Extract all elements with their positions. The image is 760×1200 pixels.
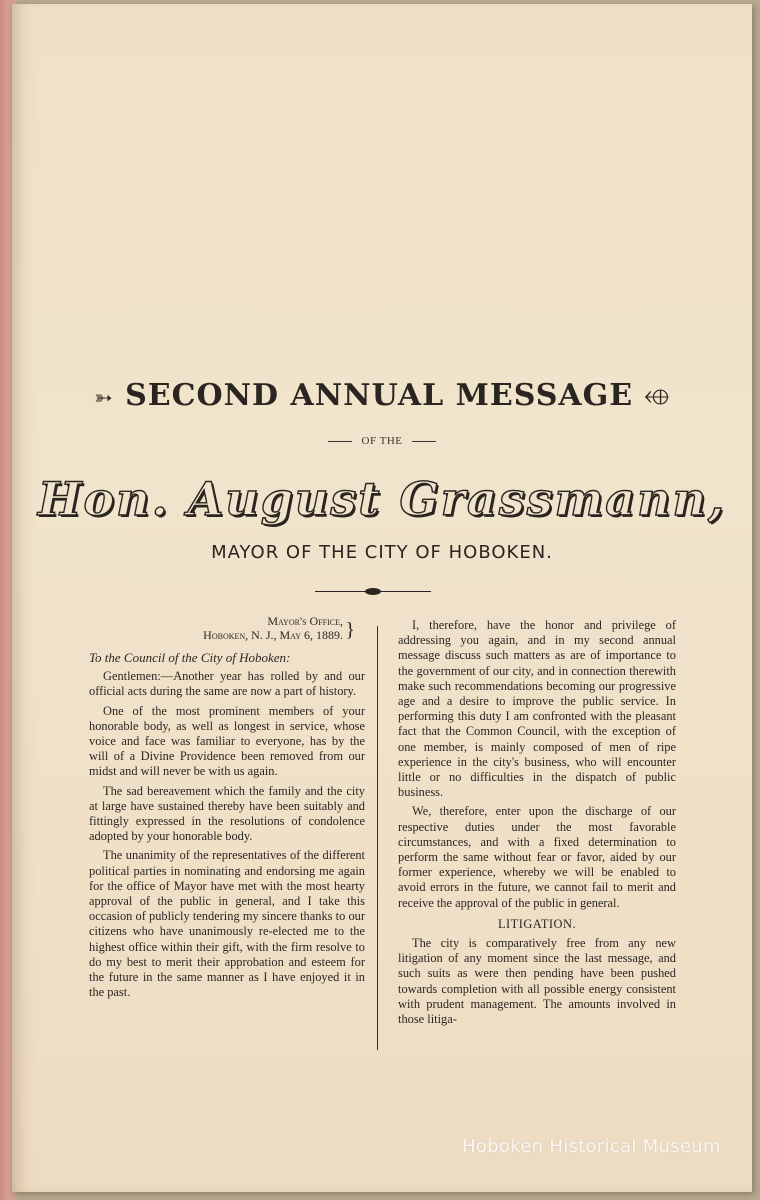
right-ornament-icon: ⬲ — [644, 386, 670, 411]
watermark: Hoboken Historical Museum — [462, 1136, 721, 1157]
brace-icon: } — [345, 619, 355, 641]
left-ornament-icon: ➳ — [94, 386, 114, 411]
of-the-line — [12, 435, 752, 447]
page-title — [12, 378, 752, 413]
left-column — [89, 614, 365, 1000]
paragraph: The city is comparatively free from any new litigation of any moment since the last message, and such suits as were then pending have been pushed towards completion with all possible energy consistent with prudent management. The amounts involved in those litiga- — [398, 936, 676, 1027]
paragraph: The sad bereavement which the family and the city at large have sustained thereby have been suitably and fittingly expressed in the resolutions of condolence adopted by your honorable body. — [89, 783, 365, 844]
document-page — [12, 4, 752, 1192]
paragraph: The unanimity of the representatives of the different political parties in nominating and endorsing me again for the office of Mayor have met with the most hearty approval of the public in general, and I take this occasion of publicly tendering my sincere thanks to our citizens who have unanimously re-elected me to the highest office within their gift, with the firm resolve to do my best to merit their approbation and esteem for the future in the same manner as I have enjoyed it in the past. — [89, 848, 365, 1000]
office-heading — [89, 614, 365, 642]
mayor-name: Hon. August Grassmann, — [37, 472, 727, 526]
right-rule — [412, 441, 436, 442]
paragraph: We, therefore, enter upon the discharge of our respective duties under the most favorable circumstances, and with a fixed determination to perform the same without fear or favor, aided by our former experience, whereby we will be enabled to avoid errors in the future, we cannot fail to merit and receive the approval of the public in general. — [398, 804, 676, 910]
office-line-2: Hoboken, N. J., May 6, 1889. — [203, 628, 343, 642]
paragraph: One of the most prominent members of your honorable body, as well as longest in service, whose voice and face was familiar to everyone, has by the will of a Divine Providence been removed from our midst and will never be with us again. — [89, 703, 365, 779]
section-heading: LITIGATION. — [497, 916, 577, 931]
column-rule — [377, 626, 378, 1050]
title-text: SECOND ANNUAL MESSAGE — [125, 378, 634, 413]
office-line-1: Mayor's Office, — [267, 614, 343, 628]
paragraph: I, therefore, have the honor and privilege of addressing you again, and in my second annual message discuss such matters as are of importance to the government of our city, and in connection therewith make such recommendations becoming our progressive age and a desire to improve the public service. In performing this duty I am confronted with the pleasant fact that the Common Council, with the exception of one member, is mainly composed of men of ripe experience in the city's business, who will encounter little or no difficulties in the dispatch of public business. — [398, 618, 676, 800]
right-column — [398, 618, 676, 1027]
salutation: To the Council of the City of Hoboken: — [89, 650, 291, 665]
paragraph: Gentlemen:—Another year has rolled by and our official acts during the same are now a part of history. — [89, 669, 365, 699]
divider-ornament-icon — [365, 588, 381, 595]
mayor-title: MAYOR OF THE CITY OF HOBOKEN. — [211, 542, 553, 563]
of-the-text: OF THE — [361, 435, 403, 447]
left-rule — [328, 441, 352, 442]
